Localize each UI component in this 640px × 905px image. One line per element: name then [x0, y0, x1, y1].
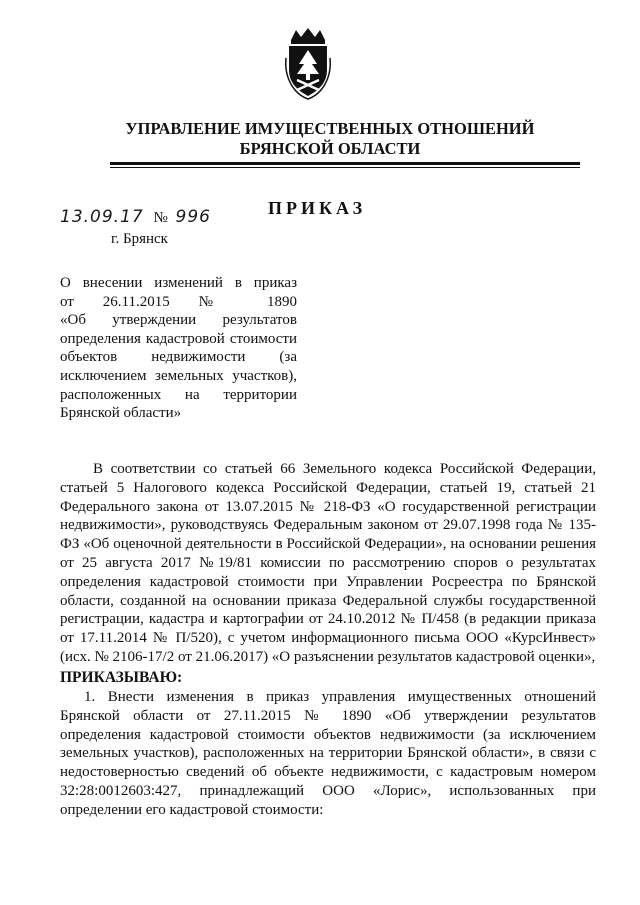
subject-line: расположенных на территории — [60, 386, 297, 403]
subject-line: О внесении изменений в приказ — [60, 275, 297, 291]
item1-line: определении его кадастровой стоимости: — [60, 801, 324, 818]
item1-paragraph — [60, 688, 596, 820]
date-number-line — [60, 207, 211, 227]
preamble-line: статьей 5 Налогового кодекса Российской Федерации, статьей 19, статьей 21 — [60, 479, 596, 496]
city: г. Брянск — [111, 231, 168, 247]
item1-line: Брянской области от 27.11.2015 № 1890 «Об утверждении результатов — [60, 707, 596, 724]
preamble-line: ФЗ «Об оценочной деятельности в Российской Федерации», на основании решения — [60, 536, 596, 553]
header-divider-thin — [110, 167, 580, 168]
handwritten-date: 13.09.17 — [60, 207, 144, 227]
preamble-paragraph — [60, 460, 596, 667]
preamble-line: (исх. № 2106-17/2 от 21.06.2017) «О разъяснении результатов кадастровой оценки», — [60, 648, 596, 665]
preamble-line: регистрации, кадастра и картографии от 24.10.2012 № П/458 (в редакции приказа — [60, 611, 596, 628]
subject-block — [60, 274, 297, 423]
item1-line: определения кадастровой стоимости объектов недвижимости (за исключением — [60, 726, 596, 743]
order-word: ПРИКАЗЫВАЮ: — [60, 669, 183, 686]
subject-line: от 26.11.2015 № 1890 — [60, 293, 297, 310]
preamble-line: недвижимости», руководствуясь Федеральным законом от 29.07.1998 года № 135- — [60, 517, 596, 534]
preamble-line: определения кадастровой стоимости при Управлении Росреестра по Брянской — [60, 573, 596, 590]
preamble-line: Федерального закона от 13.07.2015 № 218-ФЗ «О государственной регистрации — [60, 498, 596, 515]
subject-line: Брянской области» — [60, 405, 182, 422]
subject-line: определения кадастровой стоимости — [60, 330, 297, 347]
preamble-line: области, созданной на основании приказа Федеральной службы государственной — [60, 592, 596, 609]
preamble-line: от 17.11.2014 № П/520), с учетом информационного письма ООО «КурсИнвест» — [60, 630, 596, 647]
coat-of-arms-icon — [282, 28, 334, 100]
subject-line: «Об утверждении результатов — [60, 312, 297, 329]
item1-line: земельных участков), расположенных на территории Брянской области», в связи с — [60, 745, 596, 762]
preamble-line: от 25 августа 2017 №19/81 комиссии по рассмотрению споров о результатах — [60, 554, 596, 571]
organization-name-line1: УПРАВЛЕНИЕ ИМУЩЕСТВЕННЫХ ОТНОШЕНИЙ — [125, 119, 535, 138]
subject-line: объектов недвижимости (за — [60, 349, 297, 366]
subject-line: исключением земельных участков), — [60, 367, 297, 384]
item1-line: 1. Внести изменения в приказ управления имущественных отношений — [84, 689, 596, 705]
preamble-line: В соответствии со статьей 66 Земельного кодекса Российской Федерации, — [93, 461, 596, 477]
number-sign: № — [153, 210, 168, 226]
item1-line: недостоверностью сведений об объекте недвижимости, с кадастровым номером — [60, 764, 596, 781]
handwritten-number: 996 — [175, 207, 211, 227]
item1-line: 32:28:0012603:427, принадлежащий ООО «Лорис», использованных при — [60, 782, 596, 799]
header-divider-thick — [110, 162, 580, 165]
organization-name-line2: БРЯНСКОЙ ОБЛАСТИ — [239, 139, 421, 158]
document-title: ПРИКАЗ — [268, 198, 367, 218]
